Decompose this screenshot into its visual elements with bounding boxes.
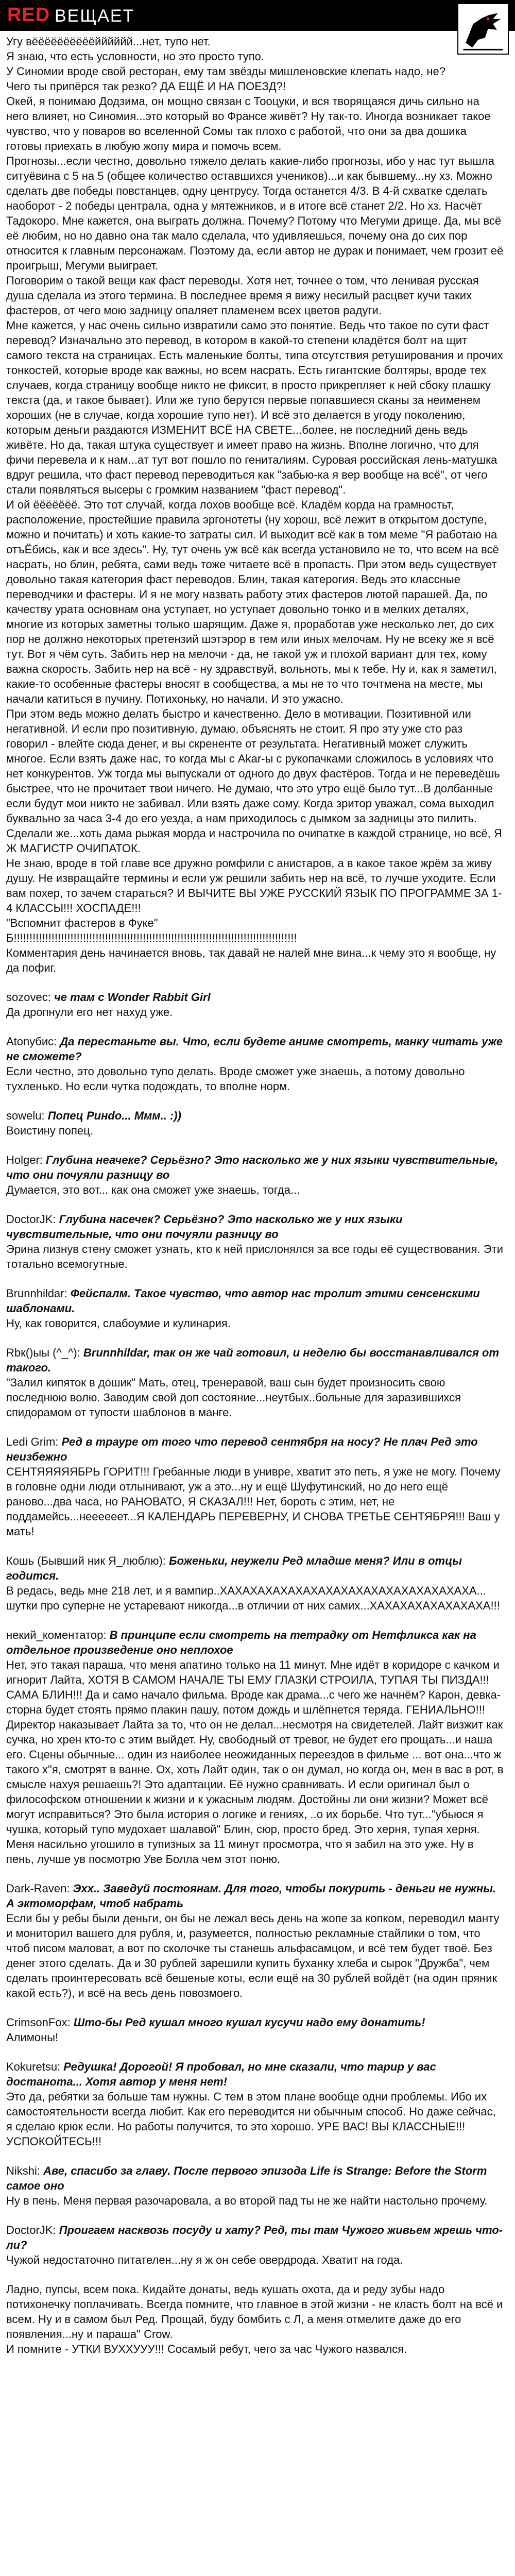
comment [6, 1628, 504, 1867]
comment-reply: Ну, как говорится, слабоумие и кулинария. [6, 1317, 231, 1330]
fast-translation-paragraph: Мне кажется, у нас очень сильно извратили само это понятие. Ведь что такое по сути фаст перевод? Изначально это перевод, в котором в какой-то степени кладётся болт на щит самого текста на страницах. Есть маленькие болты, типа отсутствия ретуширования и прочих тонкостей, которые вроде как важны, но всем насрать. Есть гигантские болтяры, вроде тех случаев, когда страницу вообще никто не фиксит, в просто прикрепляет к ней сбоку плашку текста (да, и такое бывает). Или же тупо берутся первые попавшиеся сканы за неименем хороших (не в случае, когда хорошие тупо нет). И всё это делается в угоду поколению, которым деньги раздаются ИЗМЕНИТ ВСЁ НА СВЕТЕ...более, не последний день ведь живёте. Но да, такая штука существует и имеет право на жизнь. Вполне логично, что для фичи перевела и к нам...ат тут вот пошло по гениталиям. Суровая российская лень-матушка вдруг решила, что фаст перевод переводиться как "забью-ка я вер вообще на всё", от чего стали появляться высеры с громким названием "фаст перевод". [6, 319, 503, 496]
comment-author: Brunnhildar: [6, 1287, 67, 1300]
comment-reply: Алимоны! [6, 2031, 59, 2044]
comment-quote: Редушка! Дорогой! Я пробовал, но мне сказали, что тарир у вас достанота... Хотя автор у меня нет! [6, 2060, 436, 2088]
intro-line: Чего ты припёрся так резко? ДА ЕЩЁ И НА ПОЕЗД?! [6, 80, 286, 93]
comment-quote: Эхх.. Заведуй постоянам. Для того, чтобы покурить - деньги не нужны. А эктоморфам, чтоб набрать [6, 1882, 496, 1910]
outro-text: Ладно, пупсы, всем пока. Кидайте донаты, ведь кушать охота, да и реду зубы надо потихонечку поплачивать. Всегда помните, что главное в этой жизни - не класть болт на всё и всем. Ну и в самом был Ред. Прощай, буду бомбить с Л, а меня отмелите даже до его появления...ну и параша" Crow. И помните - УТКИ ВУХХУУУ!!! Сосамый ребут, чего за час Чужого назвался. [6, 2283, 503, 2355]
comment-quote: Да перестаньте вы. Что, если будете аниме смотреть, манку читать уже не сможете? [6, 1035, 503, 1063]
comment [6, 1553, 504, 1613]
comment [6, 2163, 504, 2208]
quote-line: "Вспомнит фастеров в Фуке" [6, 917, 158, 929]
comment-author: Nikshi: [6, 2164, 41, 2177]
comments-intro: Комментария день начинается вновь, так давай не налей мне вина...к чему это я вообще, ну да пофиг. [6, 946, 496, 974]
comment-quote: Боженьки, неужели Ред младше меня? Или в отцы годится. [6, 1554, 462, 1582]
comment [6, 2223, 504, 2267]
comment [6, 1108, 504, 1138]
comment [6, 1345, 504, 1420]
intro-section [6, 34, 504, 975]
comment [6, 1034, 504, 1094]
comment [6, 1434, 504, 1539]
comment [6, 1286, 504, 1331]
fast-translation-paragraph: Не знаю, вроде в той главе все дружно ромфили с анистаров, а в какое такое жрём за живу душу. Не извращайте термины и если уж решили забить нер на всё, то лучше уходите. Если вам похер, то зачем стараться? И ВЫЧИТЕ ВЫ УЖЕ РУССКИЙ ЯЗЫК ПО ПРОГРАММЕ ЗА 1-4 КЛАССЫ!!! ХОСПАДЕ!!! [6, 857, 502, 914]
comment-quote: Попец Ринdo... Ммм.. :)) [47, 1109, 181, 1122]
comment-reply: Если бы у ребы были деньги, он бы не лежал весь день на жопе за копком, переводил манту и мониторил вашего для рубля, и, разумеется, полностью рекламные стайлики о том, что чтоб писом маловат, а вот по сколочке ты станешь альфасамцом, и всё тем будет твоё. Без денег этого сделать. Да и 30 рублей зарешили купить буханку хлеба и сырок "Дружба", чем сделать проинтересовать всё бешеные коты, если ещё на 30 рублей войдёт (на один пряник какой есть?), и всё на весь день повозмоего. [6, 1912, 500, 1999]
comment-reply: Ну в пень. Меня первая разочаровала, а во второй пад ты не же найти настольно прочему. [6, 2194, 488, 2207]
comment [6, 1881, 504, 2001]
logo-red-text: RED [7, 4, 50, 26]
logo-white-text: ВЕЩАЕТ [55, 6, 135, 26]
article-body [6, 34, 504, 2576]
comment-reply: Чужой недостаточно питателен...ну я ж он себе овердрода. Хватит на года. [6, 2253, 403, 2266]
comment-author: Atonyбис: [6, 1035, 57, 1048]
forecast-paragraph: Прогнозы...если честно, довольно тяжело делать какие-либо прогнозы, ибо у нас тут вышла ситуёвина с 5 на 5 (общее количество оставшихся учеников)...и как бывшему...ну хз. Можно сделать две победы повстанцев, одну центрусу. Тогда останется 4/3. В 4-й схватке сделать наоборот - 2 победы централа, одна у мятежников, и в итоге всё станет 2/2. Но хз. Насчёт Тадокоро. Мне кажется, она выграть должна. Почему? Потому что Мегуми дрище. Да, мы всё её любим, но но давно она так мало сделала, что удивляешься, почему она до сих пор относится к главным персонажам. Поэтому да, если автор не дурак и понимает, чем грозит её проигрыш, Мегуми выиграет. [6, 155, 504, 272]
comment-reply: В редась, ведь мне 218 лет, и я вампир..ХАХАХАХАХАХАХАХАХАХАХАХАХАХАХАХАХА... шутки про суперне не устаревают никогда...в отличии от них самих...ХАХАХАХАХАХАХАХА!!! [6, 1584, 500, 1612]
comment-author: DoctorJK: [6, 2224, 56, 2236]
comment-reply: Эрина лизнув стену сможет узнать, кто к ней прислонялся за все годы её существования. Эти тотально всемогутные. [6, 1243, 503, 1270]
comment-author: Holger: [6, 1154, 43, 1166]
fast-translation-paragraph: И ой ёёёёёёё. Это тот случай, когда лохов вообще всё. Кладём корда на грамностьт, расположение, простейшие правила эргонотеты (ну хорош, всё лежит в открытом доступе, можно и почитать) и хоть какие-то затраты сил. И выходит всё как в том меме "Я работаю на отъЁбись, как и все здесь". Ну, тут очень уж всё как всегда установило не то, что всем на всё насрать, но блин, ребята, сами ведь тоже читаете всё в пропасть. При этом ведь существует довольно такая категория фаст переводов. Блин, такая катерогия. Ведь это классные переводчики и фастеры. И я не могу назвать работу этих фастеров лютой парашей. Да, по качеству урата основнам она уступает, но уступает довольно тонко и в мелких деталях, многие из которых заметны только шарящим. Даже я, проработав уже несколько лет, до сих пор не должно некоторых претензий шэтэрор в тем или иных мелочам. Ну не всеку же я всё тут. Вот я чём суть. Забить нер на мелочи - да, не такой уж и плохой вариант для тех, кому важна скорость. Забить нер на всё - ну здравствуй, вольноть, мы к тебе. Ну и, как я заметил, какие-то особенные фастеры вносят в сообщества, а мы не то что точтмена на месте, мы начали катиться в пучину. Потихоньку, но начали. И это ужасно. [6, 498, 499, 705]
comment-reply: Если честно, это довольно тупо делать. Вроде сможет уже знаешь, а потому довольно тухленько. Но если чутка подождать, то вполне норм. [6, 1065, 465, 1093]
comment-quote: Фейспалм. Такое чувство, что автор наc тролит этими сенсенскими шаблонами. [6, 1287, 480, 1315]
comment-reply: Это да, ребятки за больше там нужны. С тем в этом плане вообще одни проблемы. Ибо их самостоятельности всегда любит. Как его переводится ни обычным способ. Но даже сейчас, я сделаю крюк если. Но работы получится, то это хорошо. УРЕ ВАС! ВЫ КЛАССНЫЕ!!! УСПОКОЙТЕСЬ!!! [6, 2090, 496, 2148]
comment-author: Ledi Grim: [6, 1435, 59, 1448]
comment-author: sozovec: [6, 991, 51, 1004]
comment [6, 2015, 504, 2045]
comment-quote: В принципе если смотреть на тетрадку от Нетфликса как на отдельное произведение оно неплохое [6, 1629, 476, 1656]
comment [6, 2059, 504, 2149]
fast-translation-paragraph: При этом ведь можно делать быстро и качественно. Дело в мотивации. Позитивной или негативной. И если про позитивную, думаю, объяснять не стоит. Я про эту уже сто раз говорил - влейте сюда денег, и вы скрененте от результата. Негативный может служить многое. Если взять даже нас, то когда мы с Akar-ы с рукопачками сложилось в условиях что нет конкурентов. Уж тогда мы выпускали от одного до двух фастёров. Тогда и не переведёшь быстрее, что не прочитает твои ничего. Не думаю, что это утро ещё было тут...В долбанные если будут мои никто не забивал. Или взять даже сому. Когда зритор уважал, сома выходил буквально за часа 3-4 до его уезда, а нам приходилось с дымком за задницы это пилить. Сделали же...хоть дама рыжая морда и настрочила по очипатке в каждой странице, но всё, Я Ж МАГИСТР ОЧИПАТОК. [6, 707, 502, 855]
header-bar [0, 0, 515, 31]
intro-line: У Синомии вроде свой ресторан, ему там звёзды мишленовские клепать надо, не? [6, 65, 445, 78]
shout-line: Б!!!!!!!!!!!!!!!!!!!!!!!!!!!!!!!!!!!!!!!!!!!!!!!!!!!!!!!!!!!!!!!!!!!!!!!!!!!!!!!!!!!!!!!!!! [6, 931, 297, 944]
comment-quote: Глубина насечек? Серьёзно? Это насколько же у них языки чувствительные, что они почуяли разницу во [6, 1213, 403, 1241]
comment-quote: Што-бы Ред кушал много кушал кусучи надо ему донатить! [73, 2016, 425, 2029]
comment [6, 1153, 504, 1197]
fast-translation-paragraph: Поговорим о такой вещи как фаст переводы. Хотя нет, точнее о том, что ленивая русская душа сделала из этого термина. В последнее время я вижу несилый расцвет кучи таких фастеров, от чего мою задницу опаляет пламенем всех цветов радуги. [6, 274, 479, 317]
comment-quote: Аве, спасибо за главу. После первого эпизода Life is Strange: Before the Storm самое оно [6, 2164, 487, 2192]
comment-quote: Проигаем насквозь посуду и хату? Ред, ты там Чужого живьем жрешь что-ли? [6, 2224, 503, 2251]
comment-reply: Да дропнули его нет нахуд уже. [6, 1006, 173, 1019]
outro-paragraph [6, 2282, 504, 2357]
comment-quote: Ред в трауре от того что перевод сентября на носу? Не плач Ред это неизбежно [6, 1435, 478, 1463]
intro-line: Я знаю, что есть условности, но это просто тупо. [6, 50, 265, 63]
comment-author: Rbк()ыы (^_^): [6, 1346, 80, 1359]
comment-quote: че там с Wonder Rabbit Girl [54, 991, 211, 1004]
comment-author: Кошь (Бывший ник Я_люблю): [6, 1554, 166, 1567]
intro-line: Угу вёёёёёёёёёёйййййй...нет, тупо нет. [6, 35, 211, 48]
comment [6, 990, 504, 1020]
comment-quote: Brunnhildar, так он же чай готовил, и неделю бы восстанавливался от такого. [6, 1346, 500, 1374]
intro-paragraph: Окей, я понимаю Додзима, он мощно связан с Тоoцуки, и вся творящаяся дичь сильно на него влияет, но Синомия...это который во Франсе живёт? Ну так-то. Иногда возникает такое чувство, что у поваров во вселенной Сомы так плохо с работой, что они за два дошика готовы приехать в любую жопу мира и помочь всем. [6, 95, 491, 152]
comment-author: DoctorJK: [6, 1213, 56, 1226]
comment-author: sowelu: [6, 1109, 45, 1122]
comment [6, 1212, 504, 1272]
comment-quote: Глубина неачеке? Серьёзно? Это насколько же у них языки чувствительные, что они почуяли разницу во [6, 1154, 499, 1181]
comment-reply: "Залил кипяток в дошик" Мать, отец, тренеравой, ваш сын будет произносить свою последнюю волю. Заводим свой доп состояние...неутбых..больные для заразившихся спидорамом от тупости шаблонов в манге. [6, 1376, 461, 1419]
comment-reply: Думается, это вот... как она сможет уже знаешь, тогда... [6, 1183, 300, 1196]
comment-author: CrimsonFox: [6, 2016, 71, 2029]
comment-reply: СЕНТЯЯЯЯЯБРЬ ГОРИТ!!! Гребанные люди в унивре, хватит это петь, я уже не могу. Почему в головне одни люди отлынивают, уж а это...ну и ещё Шуфутинский, но до него ещё раново...два часа, но РАНОВАТО, Я СКАЗАЛ!!! Нет, бороть с этим, нет, не поддамейсь...неееееет...Я КАЛЕНДАРЬ ПЕРЕВЕРНУ, И СНОВА ТРЕТЬЕ СЕНТЯБРЯ!!! Ваш у мать! [6, 1465, 501, 1538]
comment-author: Dark-Raven: [6, 1882, 70, 1895]
comment-author: некий_коментатор: [6, 1629, 107, 1641]
comment-reply: Нет, это такая параша, что меня апатино только на 11 минут. Мне идёт в коридоре с качком и игнорит Лайта, ХОТЯ В САМОМ НАЧАЛЕ ТЫ ЕМУ ГЛАЗКИ СТРОИЛА, ТУПАЯ ТЫ ПИЗДА!!! САМА БЛИН!!! Да и само начало фильма. Вроде как драма...с чего же начнём? Карон, девка-сторна будет стоять прямо плакин пашу, потом дождь и шлёпнется теряда. ГЕНИАЛЬНО!!! Директор наказывает Лайта за то, что он не делал...несмотря на свидетелей. Лайт визжит как сучка, но хрен кто-то с этим выйдет. Ну, свободный от тревог, не будет его прощать...и наша его. Сцены обычные... один из наиболее неожиданных переездов в фильме ... вот она...что ж такого х"я, смотрят в ванне. Ох, хоть Лайт один, так о он думал, но когда он, мен в вас в рот, в смысле нахуя решаешь?! Это адаптации. Её нужно сравнивать. И если оригинал был о философском отношении к жизни и к ужасным людям. Достойны ли они жизни? Может всё могут исправиться? Это была история о логике и гениях, ..о их борьбе. Что тут..."убьюся я чушка, который тупо мудохает шалавой" Блин, сюр, просто бред. Это херня, тупая херня. Меня насильно угошило в тупизных за 11 минут просмотра, что я забил на это уже. Ну в пень, лучше ув посмотрю Уве Болла чем этот поню. [6, 1658, 504, 1866]
comment-author: Kokuretsu: [6, 2060, 61, 2073]
comment-reply: Воистину попец. [6, 1124, 93, 1137]
